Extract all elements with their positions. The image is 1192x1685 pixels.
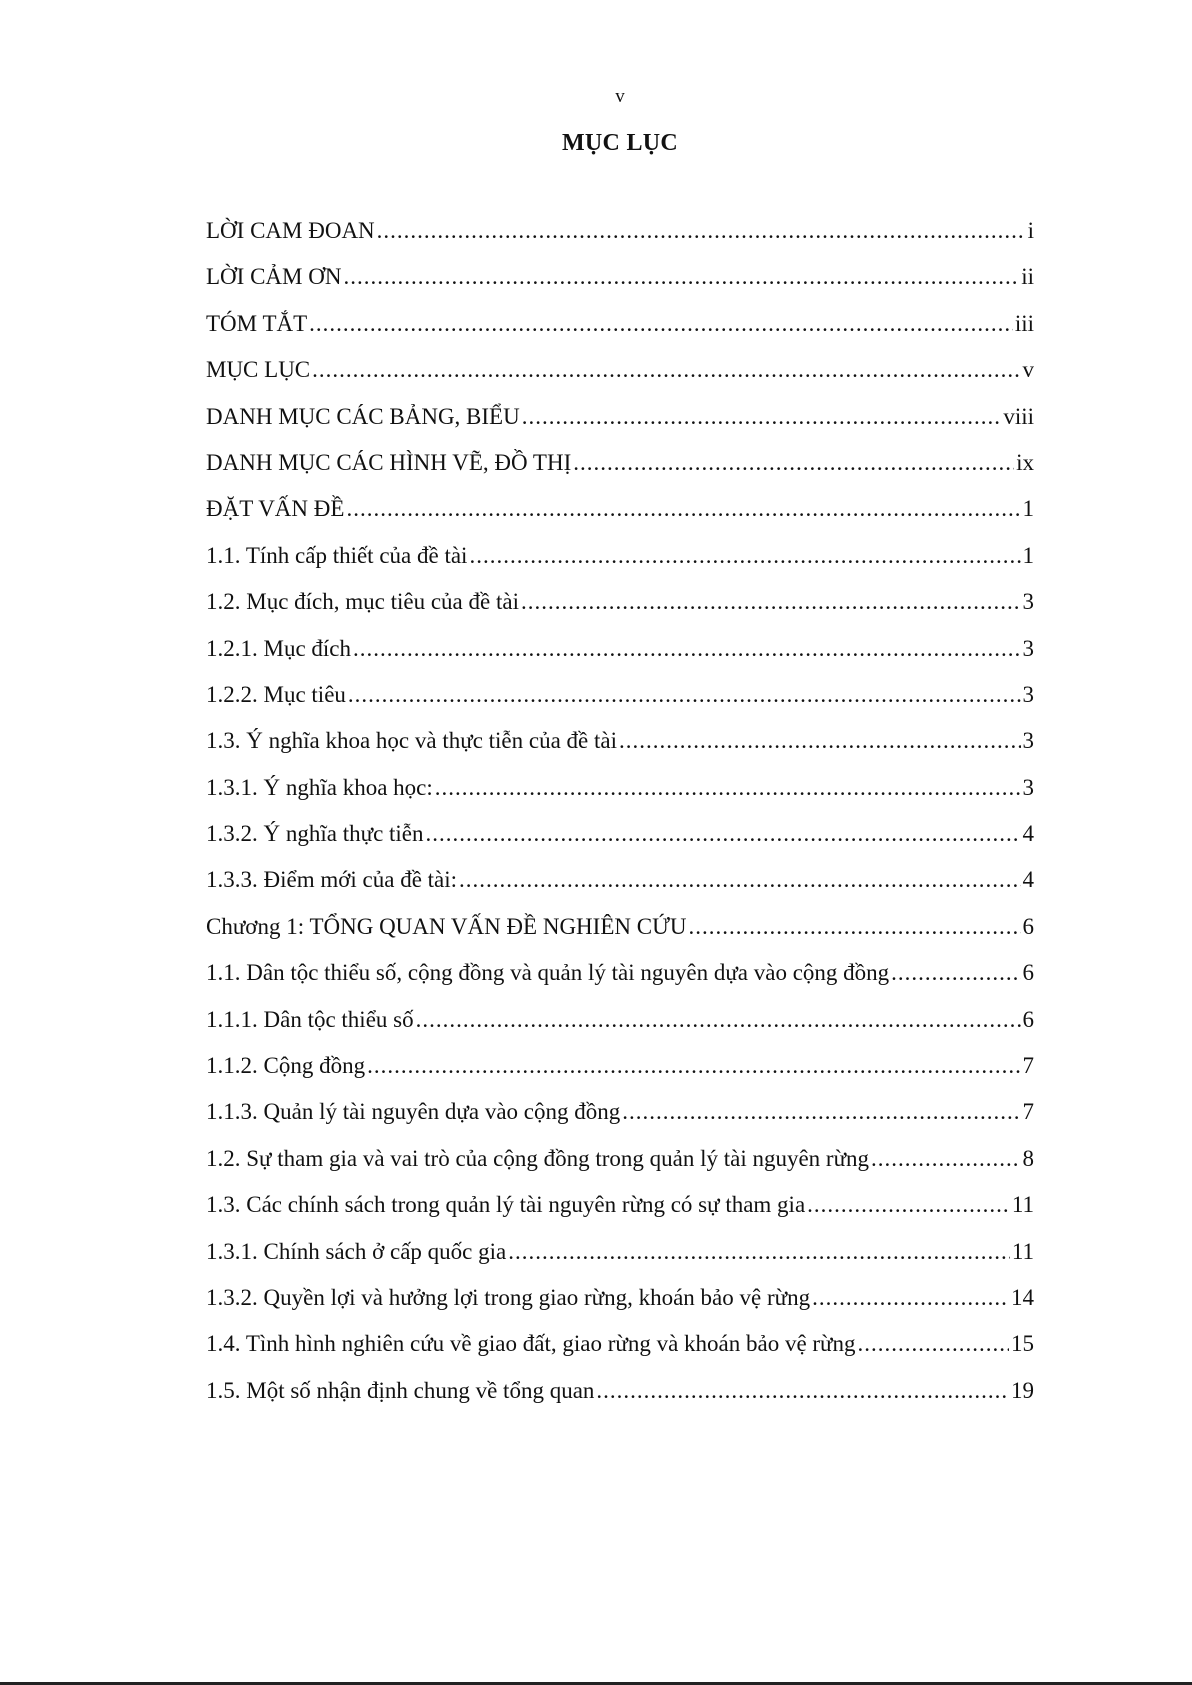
- toc-entry[interactable]: [206, 208, 1034, 254]
- toc-entry-title: 1.2.1. Mục đích: [206, 635, 352, 661]
- toc-entry-title: 1.4. Tình hình nghiên cứu về giao đất, giao rừng và khoán bảo vệ rừng: [206, 1331, 856, 1357]
- toc-entry-title: 1.5. Một số nhận định chung về tổng quan: [206, 1377, 595, 1403]
- toc-dot-leader: [622, 1089, 1020, 1135]
- toc-entry[interactable]: [206, 533, 1034, 579]
- toc-dot-leader: [459, 857, 1020, 903]
- toc-dot-leader: [689, 904, 1021, 950]
- toc-entry[interactable]: [206, 1321, 1034, 1367]
- toc-entry-page: 19: [1011, 1377, 1034, 1403]
- toc-dot-leader: [435, 765, 1021, 811]
- toc-entry[interactable]: [206, 1136, 1034, 1182]
- toc-entry-title: 1.1.2. Cộng đồng: [206, 1053, 366, 1079]
- toc-entry[interactable]: [206, 1229, 1034, 1275]
- toc-entry[interactable]: [206, 1043, 1034, 1089]
- toc-entry[interactable]: [206, 950, 1034, 996]
- toc-entry[interactable]: [206, 626, 1034, 672]
- toc-dot-leader: [807, 1182, 1010, 1228]
- page-number: v: [615, 86, 625, 107]
- toc-dot-leader: [521, 579, 1021, 625]
- page-title: MỤC LỤC: [561, 130, 679, 156]
- toc-entry[interactable]: [206, 1089, 1034, 1135]
- toc-entry[interactable]: [206, 1275, 1034, 1321]
- toc-entry-title: 1.3. Các chính sách trong quản lý tài nguyên rừng có sự tham gia: [206, 1192, 806, 1218]
- toc-entry-page: 1: [1022, 542, 1034, 568]
- toc-dot-leader: [508, 1229, 1010, 1275]
- toc-dot-leader: [312, 347, 1020, 393]
- toc-entry[interactable]: [206, 579, 1034, 625]
- toc-entry-page: 4: [1022, 821, 1034, 847]
- toc-entry-page: 4: [1022, 867, 1034, 893]
- toc-dot-leader: [353, 626, 1020, 672]
- toc-entry-page: ii: [1021, 264, 1034, 290]
- toc-dot-leader: [309, 301, 1013, 347]
- toc-entry-title: 1.3.2. Quyền lợi và hưởng lợi trong giao rừng, khoán bảo vệ rừng: [206, 1284, 811, 1310]
- toc-entry[interactable]: [206, 1368, 1034, 1414]
- toc-entry-title: 1.3. Ý nghĩa khoa học và thực tiễn của đề tài: [206, 728, 618, 754]
- toc-entry-page: 15: [1011, 1331, 1034, 1357]
- toc-entry-page: 11: [1011, 1192, 1034, 1218]
- toc-entry-page: 6: [1022, 960, 1034, 986]
- toc-entry-page: 3: [1022, 589, 1034, 615]
- toc-entry[interactable]: [206, 811, 1034, 857]
- toc-entry-page: ix: [1016, 449, 1034, 475]
- toc-entry-title: 1.3.3. Điểm mới của đề tài:: [206, 867, 458, 893]
- toc-entry[interactable]: [206, 394, 1034, 440]
- toc-dot-leader: [416, 997, 1021, 1043]
- toc-entry-title: 1.1.3. Quản lý tài nguyên dựa vào cộng đồng: [206, 1099, 621, 1125]
- toc-entry-page: 3: [1022, 728, 1034, 754]
- toc-entry-page: iii: [1014, 310, 1034, 336]
- toc-entry-page: i: [1027, 218, 1034, 243]
- toc-entry-page: 11: [1011, 1238, 1034, 1264]
- table-of-contents: [206, 208, 1034, 1414]
- toc-dot-leader: [377, 208, 1026, 254]
- toc-dot-leader: [858, 1321, 1009, 1367]
- toc-entry-page: 3: [1022, 774, 1034, 800]
- toc-entry-title: ĐẶT VẤN ĐỀ: [206, 496, 345, 522]
- toc-entry[interactable]: [206, 486, 1034, 532]
- toc-entry-page: viii: [1003, 403, 1034, 429]
- toc-entry-title: TÓM TẮT: [206, 310, 308, 336]
- toc-entry-title: 1.2. Mục đích, mục tiêu của đề tài: [206, 589, 519, 615]
- toc-entry-title: 1.2.2. Mục tiêu: [206, 681, 346, 707]
- toc-entry-page: 7: [1022, 1053, 1034, 1079]
- toc-entry-title: 1.1. Dân tộc thiểu số, cộng đồng và quản lý tài nguyên dựa vào cộng đồng: [206, 960, 890, 986]
- toc-entry-title: DANH MỤC CÁC HÌNH VẼ, ĐỒ THỊ: [206, 449, 572, 475]
- toc-entry-title: 1.3.1. Ý nghĩa khoa học:: [206, 774, 433, 800]
- toc-dot-leader: [573, 440, 1014, 486]
- toc-entry[interactable]: [206, 440, 1034, 486]
- toc-entry[interactable]: [206, 1182, 1034, 1228]
- toc-dot-leader: [522, 394, 1002, 440]
- toc-entry-title: Chương 1: TỔNG QUAN VẤN ĐỀ NGHIÊN CỨU: [206, 913, 687, 939]
- toc-dot-leader: [619, 718, 1020, 764]
- toc-entry-title: 1.1.1. Dân tộc thiểu số: [206, 1006, 414, 1032]
- toc-entry-page: 8: [1022, 1145, 1034, 1171]
- toc-entry[interactable]: [206, 997, 1034, 1043]
- toc-entry-page: 1: [1022, 496, 1034, 522]
- toc-entry-title: LỜI CẢM ƠN: [206, 264, 342, 290]
- toc-entry-page: 3: [1022, 681, 1034, 707]
- toc-entry-page: 6: [1022, 913, 1034, 939]
- toc-entry-page: 6: [1022, 1006, 1034, 1032]
- toc-entry[interactable]: [206, 718, 1034, 764]
- toc-entry[interactable]: [206, 254, 1034, 300]
- toc-dot-leader: [891, 950, 1020, 996]
- toc-dot-leader: [812, 1275, 1009, 1321]
- toc-dot-leader: [367, 1043, 1020, 1089]
- toc-entry[interactable]: [206, 301, 1034, 347]
- toc-entry[interactable]: [206, 904, 1034, 950]
- toc-entry[interactable]: [206, 765, 1034, 811]
- toc-entry-page: 14: [1011, 1284, 1034, 1310]
- toc-entry-title: LỜI CAM ĐOAN: [206, 218, 375, 243]
- toc-entry-title: MỤC LỤC: [206, 357, 311, 383]
- toc-entry-title: DANH MỤC CÁC BẢNG, BIỂU: [206, 403, 520, 429]
- toc-dot-leader: [426, 811, 1021, 857]
- toc-dot-leader: [343, 254, 1019, 300]
- toc-entry-title: 1.3.2. Ý nghĩa thực tiễn: [206, 821, 424, 847]
- toc-entry-title: 1.3.1. Chính sách ở cấp quốc gia: [206, 1238, 507, 1264]
- toc-dot-leader: [348, 672, 1021, 718]
- toc-entry-page: 3: [1022, 635, 1034, 661]
- toc-entry-title: 1.1. Tính cấp thiết của đề tài: [206, 542, 468, 568]
- toc-entry[interactable]: [206, 347, 1034, 393]
- toc-entry-page: v: [1022, 357, 1034, 383]
- toc-dot-leader: [346, 486, 1020, 532]
- toc-dot-leader: [596, 1368, 1009, 1414]
- toc-dot-leader: [871, 1136, 1020, 1182]
- toc-entry[interactable]: [206, 672, 1034, 718]
- toc-entry[interactable]: [206, 857, 1034, 903]
- toc-dot-leader: [469, 533, 1020, 579]
- toc-entry-page: 7: [1022, 1099, 1034, 1125]
- toc-entry-title: 1.2. Sự tham gia và vai trò của cộng đồng trong quản lý tài nguyên rừng: [206, 1145, 870, 1171]
